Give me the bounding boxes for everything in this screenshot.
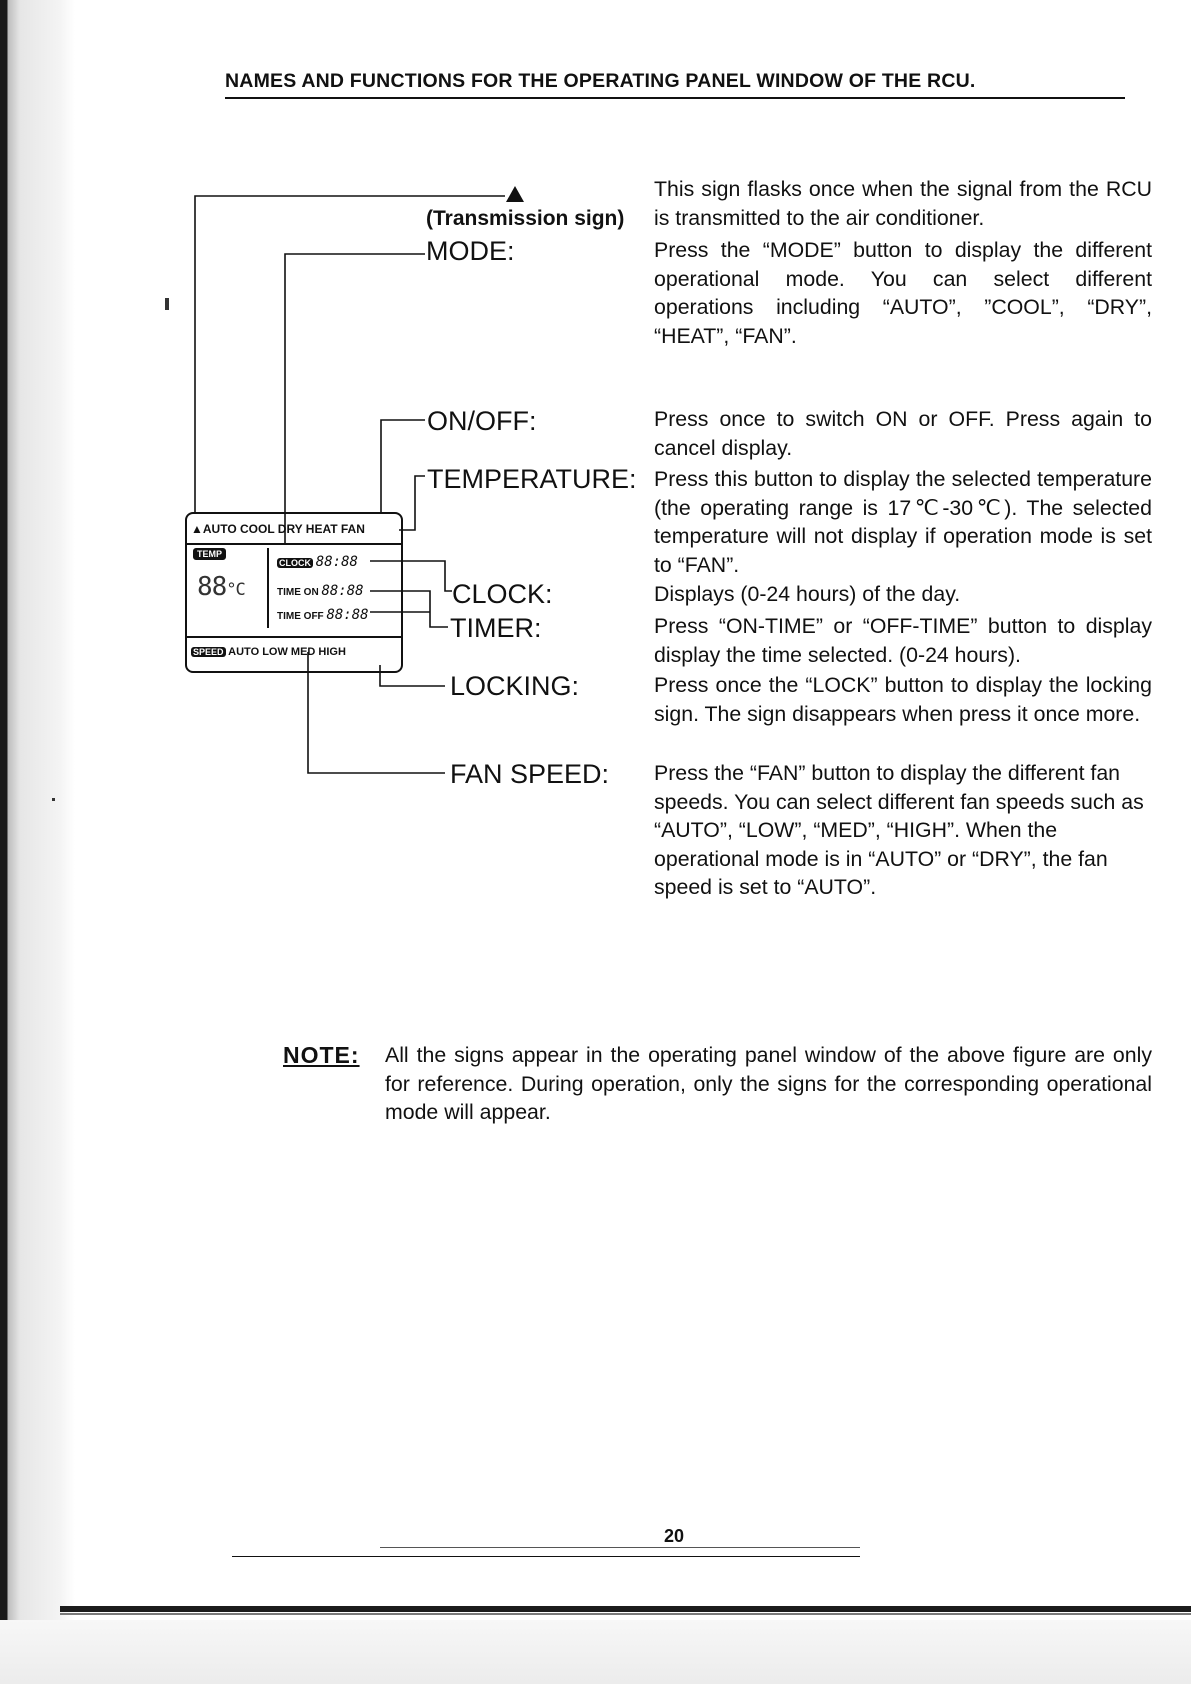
lcd-speed-options: AUTO LOW MED HIGH <box>228 646 346 658</box>
transmission-description: This sign flasks once when the signal from the RCU is transmitted to the air conditioner. <box>654 177 1152 230</box>
lcd-time-on-label: TIME ON <box>277 587 319 598</box>
lcd-temp-badge: TEMP <box>193 548 226 560</box>
leader-mode <box>285 254 425 545</box>
timer-description: Press “ON-TIME” or “OFF-TIME” button to display display the time selected. (0-24 hours). <box>654 614 1152 667</box>
lcd-mode-row: ▲AUTO COOL DRY HEAT FAN <box>191 522 365 536</box>
page-title: NAMES AND FUNCTIONS FOR THE OPERATING PANEL WINDOW OF THE RCU. <box>225 70 976 92</box>
fan-speed-label: FAN SPEED: <box>450 759 610 789</box>
locking-description: Press once the “LOCK” button to display the locking sign. The sign disappears when press it once more. <box>654 673 1152 726</box>
lcd-clock-value: 88:88 <box>315 554 358 570</box>
clock-label: CLOCK: <box>452 579 553 609</box>
timer-label: TIMER: <box>450 613 542 643</box>
clock-description: Displays (0-24 hours) of the day. <box>654 582 961 606</box>
lcd-time-on-value: 88:88 <box>321 583 364 599</box>
onoff-label: ON/OFF: <box>427 406 537 436</box>
page-number: 20 <box>664 1526 685 1546</box>
footer-rule <box>232 1556 860 1557</box>
temperature-description: Press this button to display the selected temperature (the operating range is 17℃-30℃). The selected temperature will not display if operation mode is set to “FAN”. <box>654 467 1152 577</box>
scan-bottom-edge <box>60 1613 1191 1615</box>
footer-rule <box>380 1547 860 1548</box>
lcd-temp-value: 88 <box>197 572 227 602</box>
lcd-time-off-row <box>277 607 369 623</box>
lcd-vertical-divider <box>267 548 269 628</box>
lcd-clock-row <box>277 554 358 570</box>
scan-bottom-edge <box>60 1606 1191 1612</box>
lcd-clock-badge: CLOCK <box>279 558 311 568</box>
locking-label: LOCKING: <box>450 671 580 701</box>
mode-description: Press the “MODE” button to display the different operational mode. You can select different operations including “AUTO”, ”COOL”, “DRY”, “HEAT”, “FAN”. <box>654 238 1152 348</box>
lcd-divider <box>187 636 401 638</box>
lcd-time-on-row <box>277 583 364 599</box>
lcd-time-off-value: 88:88 <box>326 607 369 623</box>
temperature-label: TEMPERATURE: <box>427 464 637 494</box>
lcd-divider <box>187 543 401 545</box>
lcd-temp-unit: °C <box>226 580 245 600</box>
fan-speed-description: Press the “FAN” button to display the different fan speeds. You can select different fan speeds such as “AUTO”, “LOW”, “MED”, “HIGH”. When the operational mode is in “AUTO” or “DRY”, the fan speed is set to “AUTO”. <box>654 761 1144 899</box>
transmission-triangle-icon <box>506 186 524 202</box>
transmission-sign-label: (Transmission sign) <box>426 207 625 230</box>
lcd-speed-badge: SPEED <box>193 647 224 657</box>
scan-bottom-shadow <box>0 1620 1191 1684</box>
lcd-panel-diagram <box>185 512 403 673</box>
note-label: NOTE: <box>283 1042 360 1068</box>
onoff-description: Press once to switch ON or OFF. Press again to cancel display. <box>654 407 1152 460</box>
lcd-time-off-label: TIME OFF <box>277 611 324 622</box>
lcd-speed-row <box>191 646 346 658</box>
leader-onoff <box>381 420 425 512</box>
mode-label: MODE: <box>426 236 515 266</box>
note-text: All the signs appear in the operating panel window of the above figure are only for reference. During operation, only the signs for the corresponding operational mode will appear. <box>385 1043 1152 1124</box>
lcd-temp-display <box>197 572 245 602</box>
